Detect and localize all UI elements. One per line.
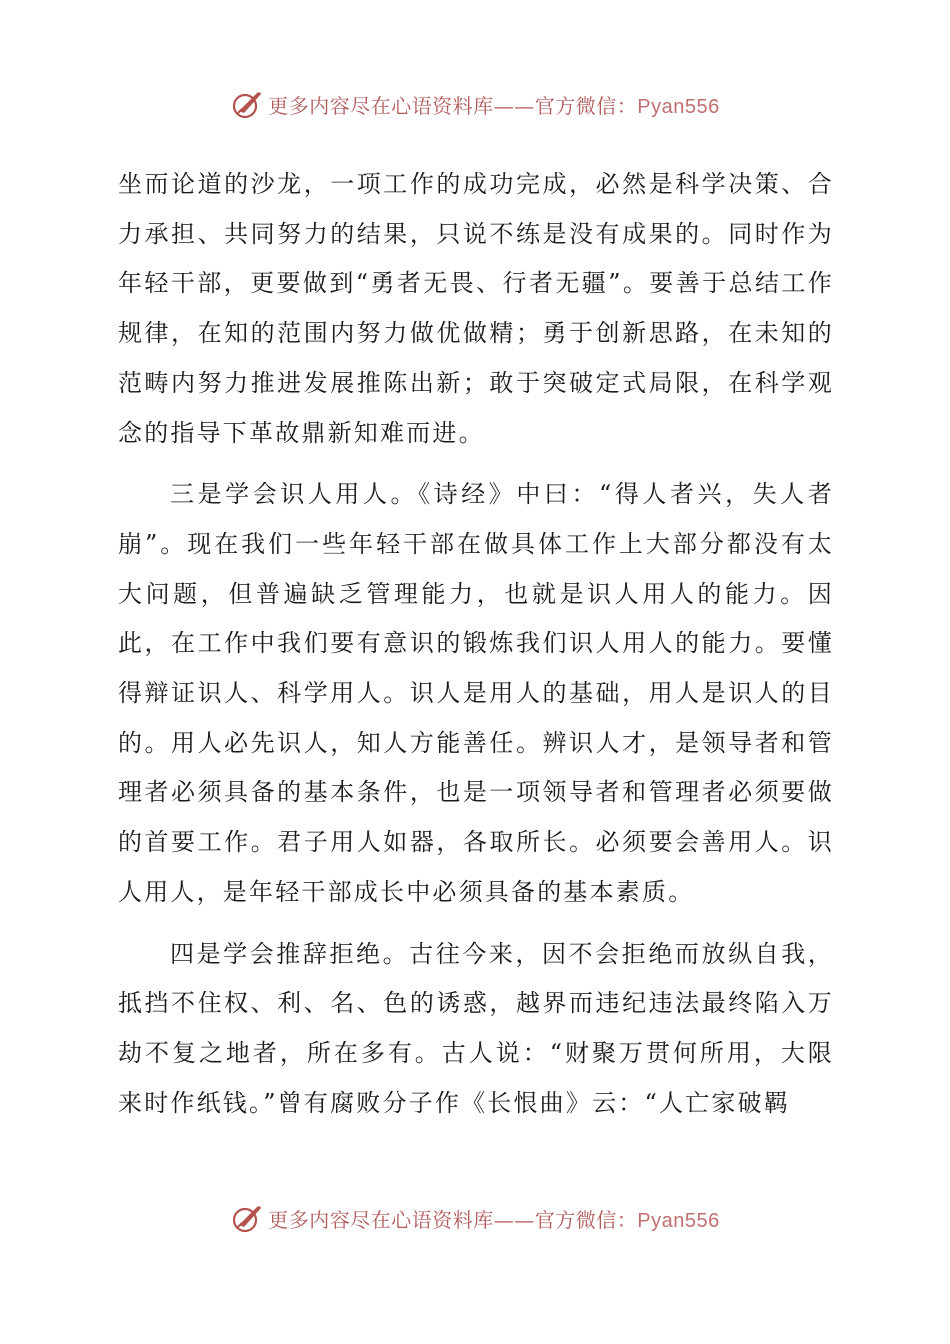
- paragraph-2: 三是学会识人用人。《诗经》中曰：“得人者兴，失人者崩”。现在我们一些年轻干部在做具体工作上大部分都没有太大问题，但普遍缺乏管理能力，也就是识人用人的能力。因此，在工作中我们要有意识的锻炼我们识人用人的能力。要懂得辩证识人、科学用人。识人是用人的基础，用人是识人的目的。用人必先识人，知人方能善任。辨识人才，是领导者和管理者必须具备的基本条件，也是一项领导者和管理者必须要做的首要工作。君子用人如器，各取所长。必须要会善用人。识人用人，是年轻干部成长中必须具备的基本素质。: [118, 480, 834, 906]
- header-wechat-id: Pyan556: [637, 95, 720, 118]
- header-text: [268, 90, 719, 119]
- footer-site-text: 更多内容尽在心语资料库——官方微信：: [268, 1207, 638, 1232]
- header-site-text: 更多内容尽在心语资料库——官方微信：: [268, 93, 638, 118]
- paragraph-1: 坐而论道的沙龙，一项工作的成功完成，必然是科学决策、合力承担、共同努力的结果，只说不练是没有成果的。同时作为年轻干部，更要做到“勇者无畏、行者无疆”。要善于总结工作规律，在知的范围内努力做优做精；勇于创新思路，在未知的范畴内努力推进发展推陈出新；敢于突破定式局限，在科学观念的指导下革故鼎新知难而进。: [118, 170, 834, 447]
- header-banner: [0, 84, 950, 124]
- paragraph-3: 四是学会推辞拒绝。古往今来，因不会拒绝而放纵自我，抵挡不住权、利、名、色的诱惑，越界而违纪违法最终陷入万劫不复之地者，所在多有。古人说：“财聚万贯何所用，大限来时作纸钱。”曾有腐败分子作《长恨曲》云：“人亡家破羁: [118, 939, 834, 1117]
- footer-text: [268, 1204, 719, 1233]
- footer-banner: [0, 1198, 950, 1238]
- footer-wechat-id: Pyan556: [637, 1209, 720, 1232]
- quill-logo-icon: [230, 87, 264, 121]
- quill-logo-icon: [230, 1201, 264, 1235]
- document-body: [118, 160, 834, 1128]
